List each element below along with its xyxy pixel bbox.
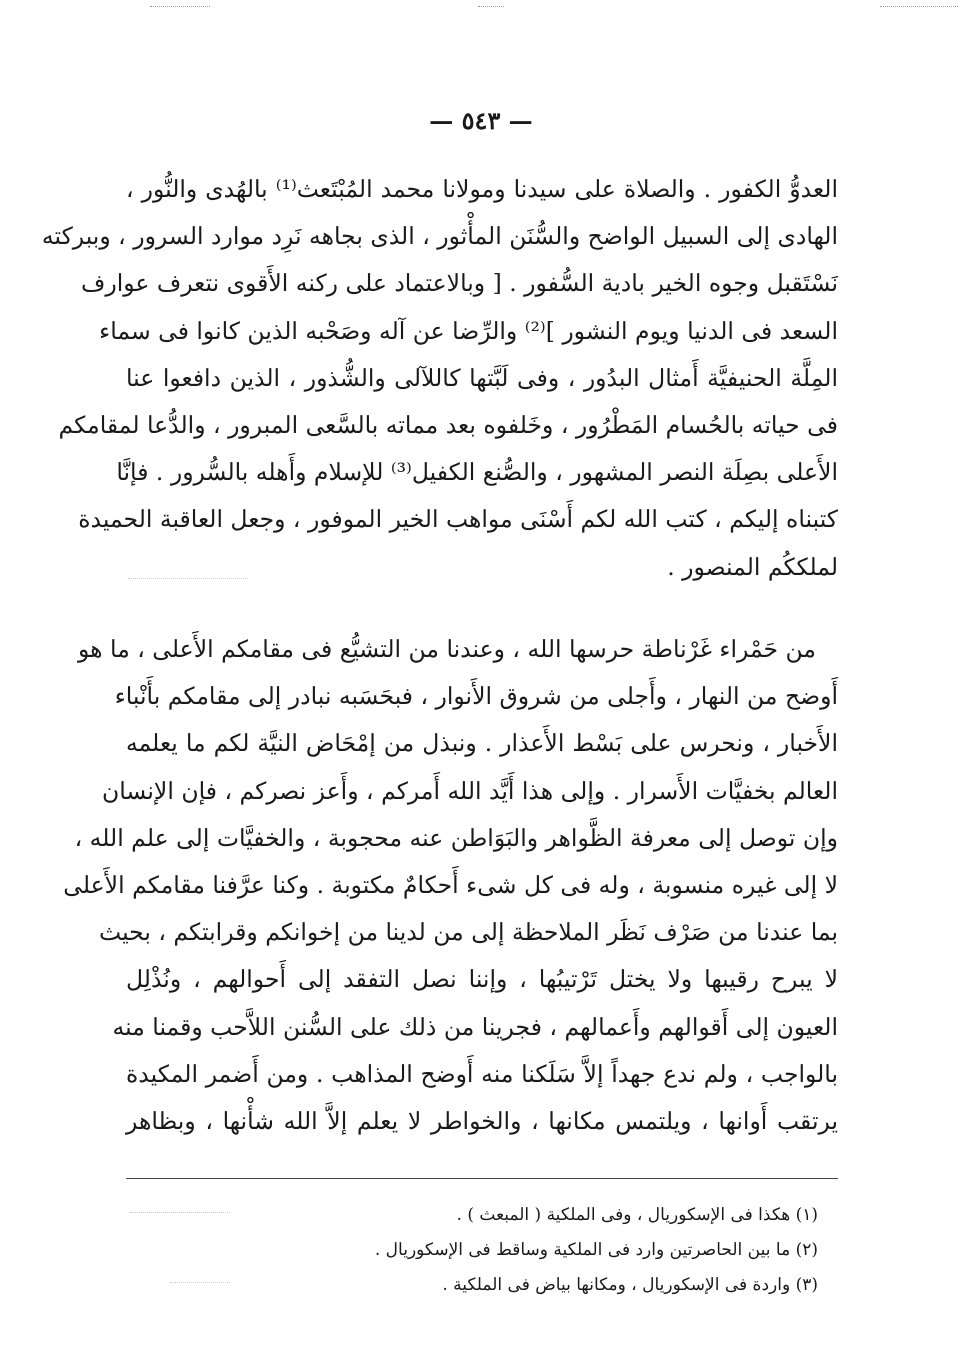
scan-noise bbox=[170, 1282, 230, 1283]
text-line: بما عندنا من صَرْف نَظَر الملاحظة إلى من لدينا من إخوانكم وقرابتكم ، بحيث bbox=[99, 918, 838, 947]
footnote: (٢) ما بين الحاصرتين وارد فى الملكية وساقط فى الإسكوريال . bbox=[374, 1240, 818, 1260]
text-line: العيون إلى أَقوالهم وأَعمالهم ، فجرينا من ذلك على السُّنن اللاَّحب وقمنا منه bbox=[112, 1012, 838, 1041]
text-line: العدوُّ الكفور . والصلاة على سيدنا ومولانا محمد المُبْتَعث⁽¹⁾ بالهُدى والنُّور ، bbox=[126, 175, 838, 203]
text-line: الأَخبار ، ونحرس على بَسْط الأَعذار . ونبذل من إمْحَاض النيَّة لكم ما يعلمه bbox=[126, 729, 838, 758]
text-line: بالواجب ، ولم ندع جهداً إلاَّ سَلَكنا منه أَوضح المذاهب . ومن أَضمر المكيدة bbox=[126, 1059, 838, 1088]
text-line: لا يبرح رقيبها ولا يختل تَرْتيبُها ، وإننا نصل التفقد إلى أَحوالهم ، ونُذْلِل bbox=[126, 965, 838, 994]
footnote: (١) هكذا فى الإسكوريال ، وفى الملكية ( المبعث ) . bbox=[456, 1205, 818, 1225]
text-line: وإن توصل إلى معرفة الظَّواهر والبَوَاطن عنه محجوبة ، والخفيَّات إلى علم الله ، bbox=[74, 823, 838, 852]
text-line: فى حياته بالحُسام المَطْرُور ، وخَلفوه بعد مماته بالسَّعى المبرور ، والدُّعا لمقامكم bbox=[58, 410, 838, 439]
text-line: كتبناه إليكم ، كتب الله لكم أَسْنَى مواهب الخير الموفور ، وجعل العاقبة الحميدة bbox=[78, 505, 838, 534]
footnotes bbox=[258, 1198, 818, 1303]
scan-noise bbox=[128, 578, 248, 579]
paragraph bbox=[63, 626, 838, 1145]
scan-noise bbox=[130, 1212, 230, 1213]
footnote-separator bbox=[126, 1178, 838, 1179]
scan-edge-mark bbox=[478, 6, 504, 7]
text-line: العالم بخفيَّات الأَسرار . وإلى هذا أَيَّد الله أَمركم ، وأَعز نصركم ، فإن الإنسان bbox=[102, 776, 838, 805]
scan-edge-mark bbox=[880, 6, 958, 7]
page-number: — ٥٤٣ — bbox=[429, 106, 533, 135]
text-line: من حَمْراء غَرْناطة حرسها الله ، وعندنا من التشيُّع فى مقامكم الأَعلى ، ما هو bbox=[78, 635, 816, 663]
text-line: يرتقب أَوانها ، ويلتمس مكانها ، والخواطر لا يعلم إلاَّ الله شأْنها ، وبظاهر bbox=[126, 1106, 838, 1135]
text-line: لا إلى غيره منسوبة ، وله فى كل شىء أَحكامٌ مكتوبة . وكنا عرَّفنا مقامكم الأَعلى bbox=[63, 870, 838, 899]
scan-edge-mark bbox=[150, 6, 210, 7]
text-line: المِلَّة الحنيفيَّة أَمثال البدُور ، وفى لَبَّتها كاللآلى والشُّذور ، الذين دافعوا عنا bbox=[126, 363, 838, 392]
text-line: السعد فى الدنيا ويوم النشور ]⁽²⁾ والرِّضا عن آله وصَحْبه الذين كانوا فى سماء bbox=[99, 316, 838, 345]
text-line: نَسْتَقبل وجوه الخير بادية السُّفور . [ وبالاعتماد على ركنه الأَقوى نتعرف عوارف bbox=[80, 269, 838, 298]
text-line: الهادى إلى السبيل الواضح والسُّنَن المأْثور ، الذى بجاهه نَرِد موارد السرور ، وببركته bbox=[41, 222, 838, 251]
footnote: (٣) واردة فى الإسكوريال ، ومكانها بياض فى الملكية . bbox=[442, 1275, 818, 1295]
text-line: أَوضح من النهار ، وأَجلى من شروق الأَنوار ، فبحَسَبه نبادر إلى مقامكم بأَنْباء bbox=[114, 682, 838, 711]
text-line: لملككُم المنصور . bbox=[667, 552, 838, 581]
paragraph bbox=[41, 166, 838, 591]
text-line: الأَعلى بصِلَة النصر المشهور ، والصُّنع الكفيل⁽³⁾ للإسلام وأَهله بالسُّرور . فإنَّا bbox=[116, 458, 838, 487]
